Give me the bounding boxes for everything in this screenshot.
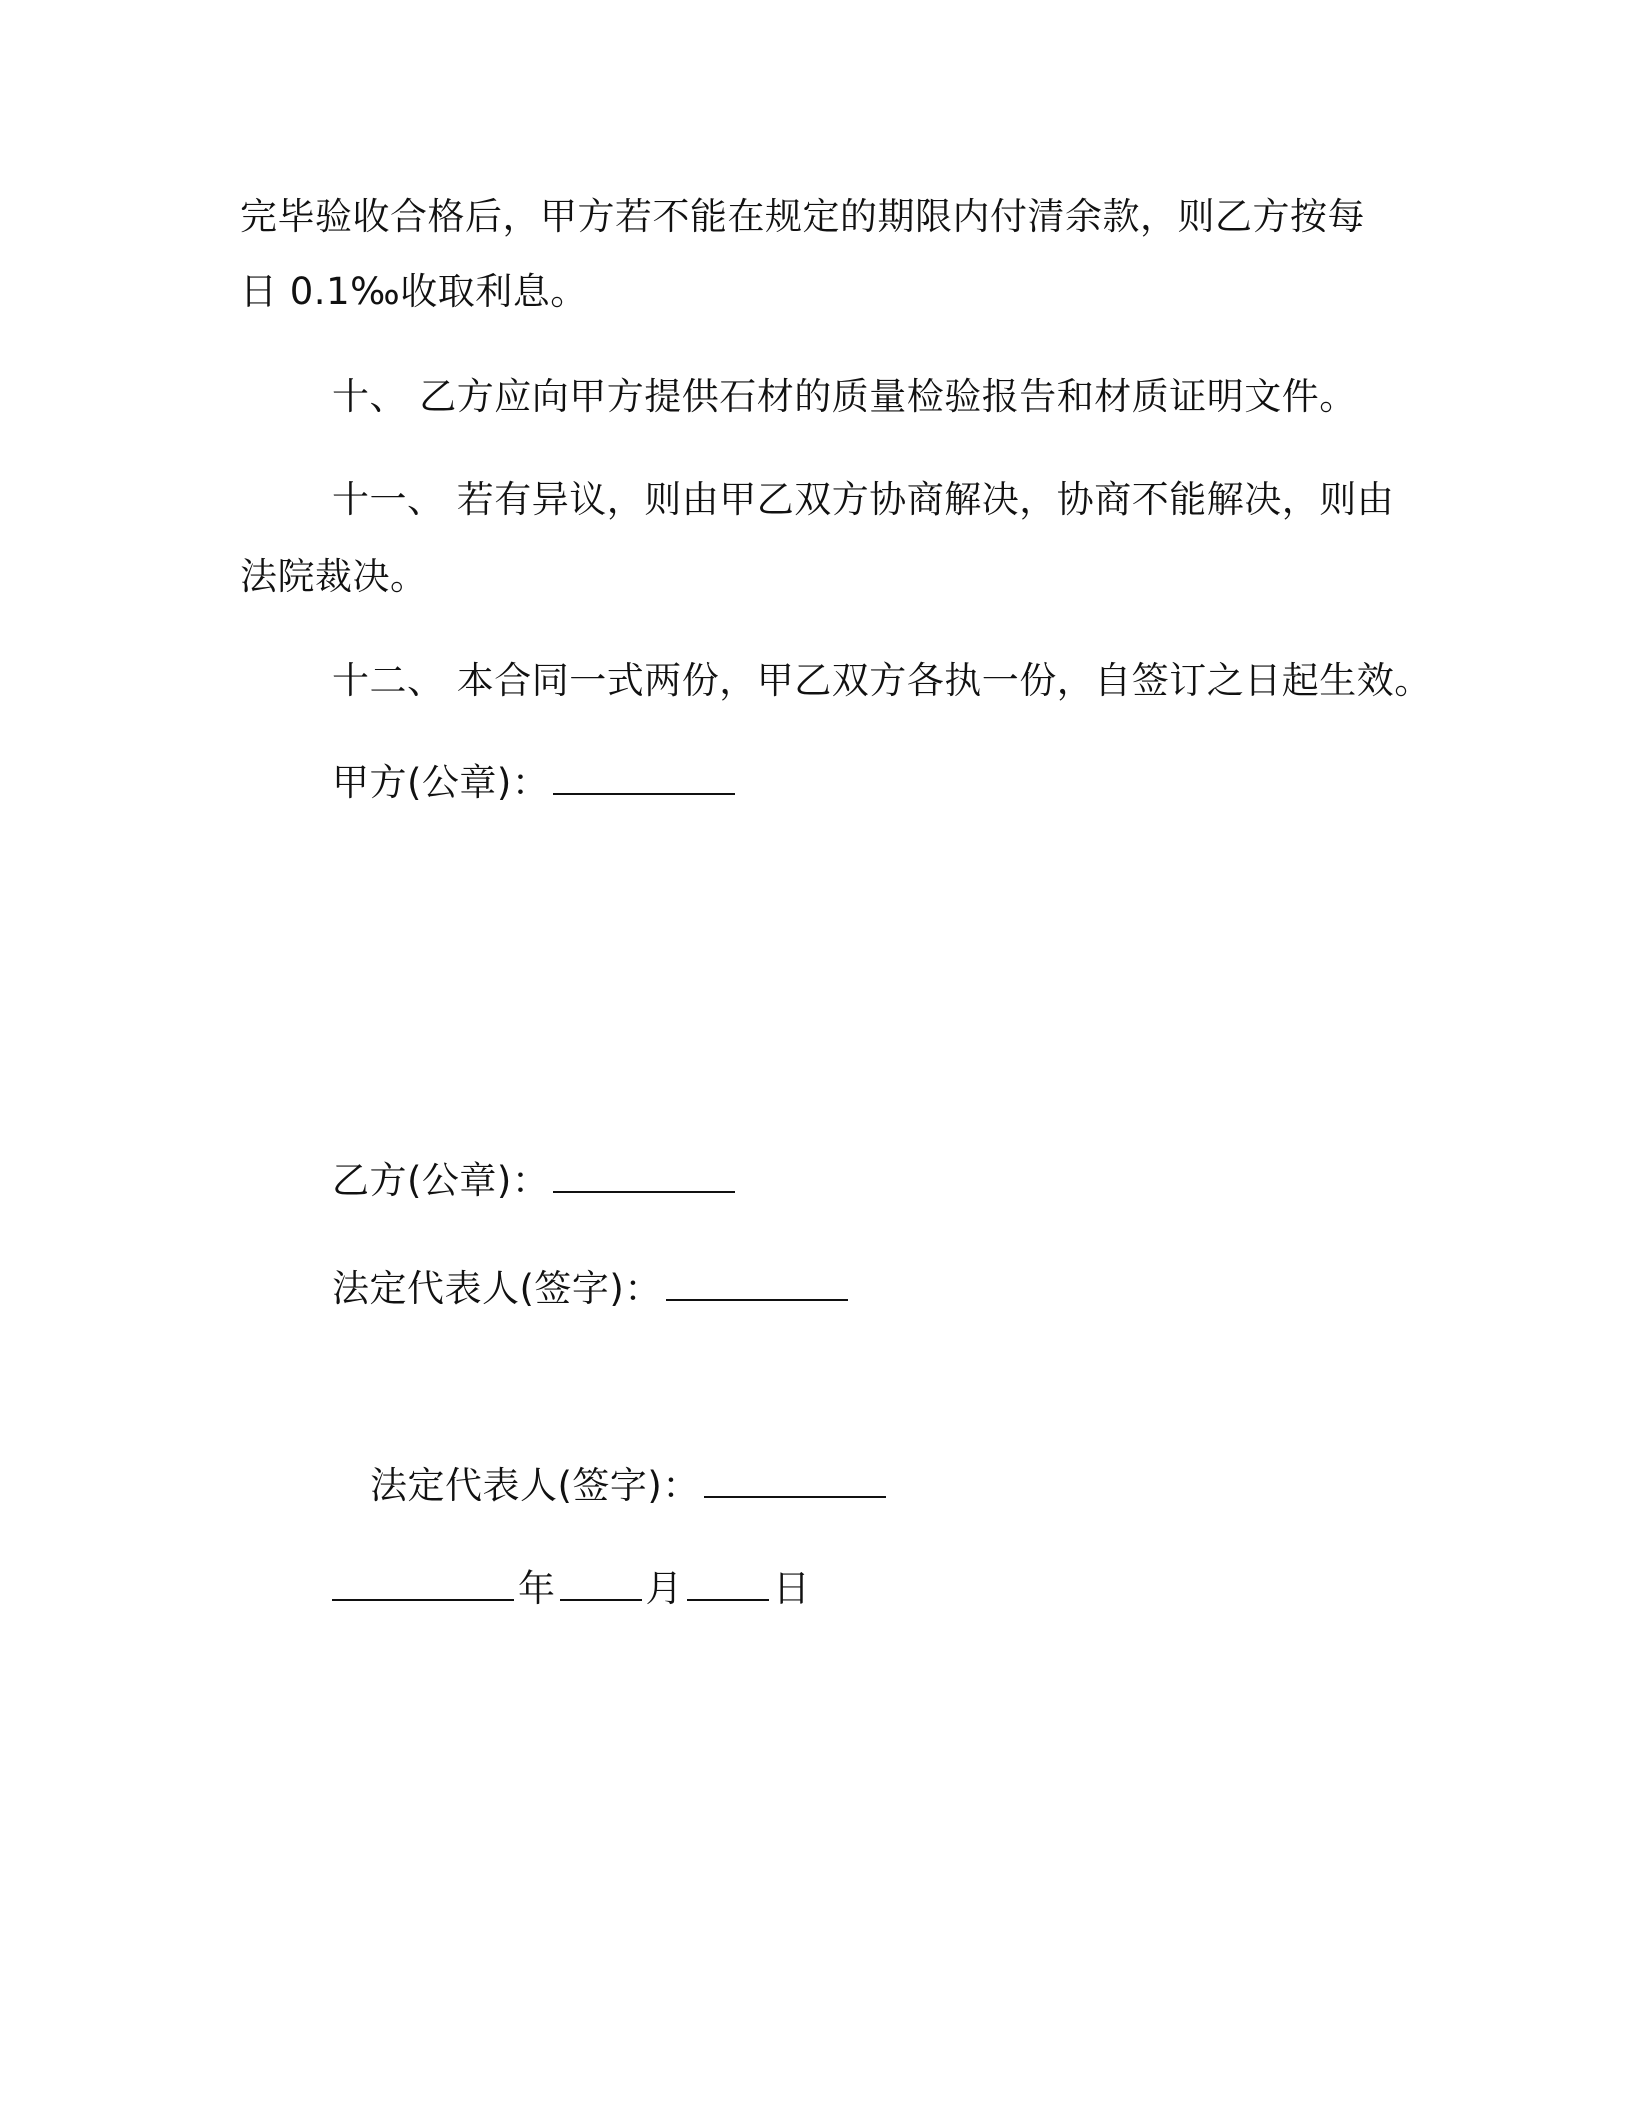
legal-rep-label-1: 法定代表人(签字)：: [332, 1267, 662, 1310]
clause-11-line-1: 十一、 若有异议，则由甲乙双方协商解决，协商不能解决，则由: [332, 478, 1395, 521]
clause-11-line-2: 法院裁决。: [240, 555, 428, 598]
date-line: [332, 1563, 811, 1613]
party-a-seal-label: 甲方(公章)：: [332, 761, 550, 804]
party-a-seal-blank[interactable]: [553, 757, 735, 795]
day-blank[interactable]: [687, 1563, 769, 1601]
clause-10: 十、 乙方应向甲方提供石材的质量检验报告和材质证明文件。: [332, 375, 1357, 418]
party-b-signature-line: [332, 1155, 739, 1205]
legal-rep-blank-1[interactable]: [666, 1263, 848, 1301]
legal-rep-label-2: 法定代表人(签字)：: [370, 1464, 700, 1507]
year-label: 年: [518, 1567, 556, 1610]
party-a-signature-line: [332, 757, 739, 807]
day-label: 日: [773, 1567, 811, 1610]
clause-12: 十二、 本合同一式两份，甲乙双方各执一份，自签订之日起生效。: [332, 659, 1432, 702]
year-blank[interactable]: [332, 1563, 514, 1601]
month-blank[interactable]: [560, 1563, 642, 1601]
clause-9-line-2: 日 0.1‰收取利息。: [240, 270, 588, 313]
legal-rep-blank-2[interactable]: [704, 1460, 886, 1498]
party-b-seal-blank[interactable]: [553, 1155, 735, 1193]
legal-rep-signature-line-1: [332, 1263, 852, 1313]
month-label: 月: [645, 1567, 683, 1610]
clause-9-line-1: 完毕验收合格后，甲方若不能在规定的期限内付清余款，则乙方按每: [240, 195, 1365, 238]
legal-rep-signature-line-2: [370, 1460, 890, 1510]
party-b-seal-label: 乙方(公章)：: [332, 1159, 550, 1202]
